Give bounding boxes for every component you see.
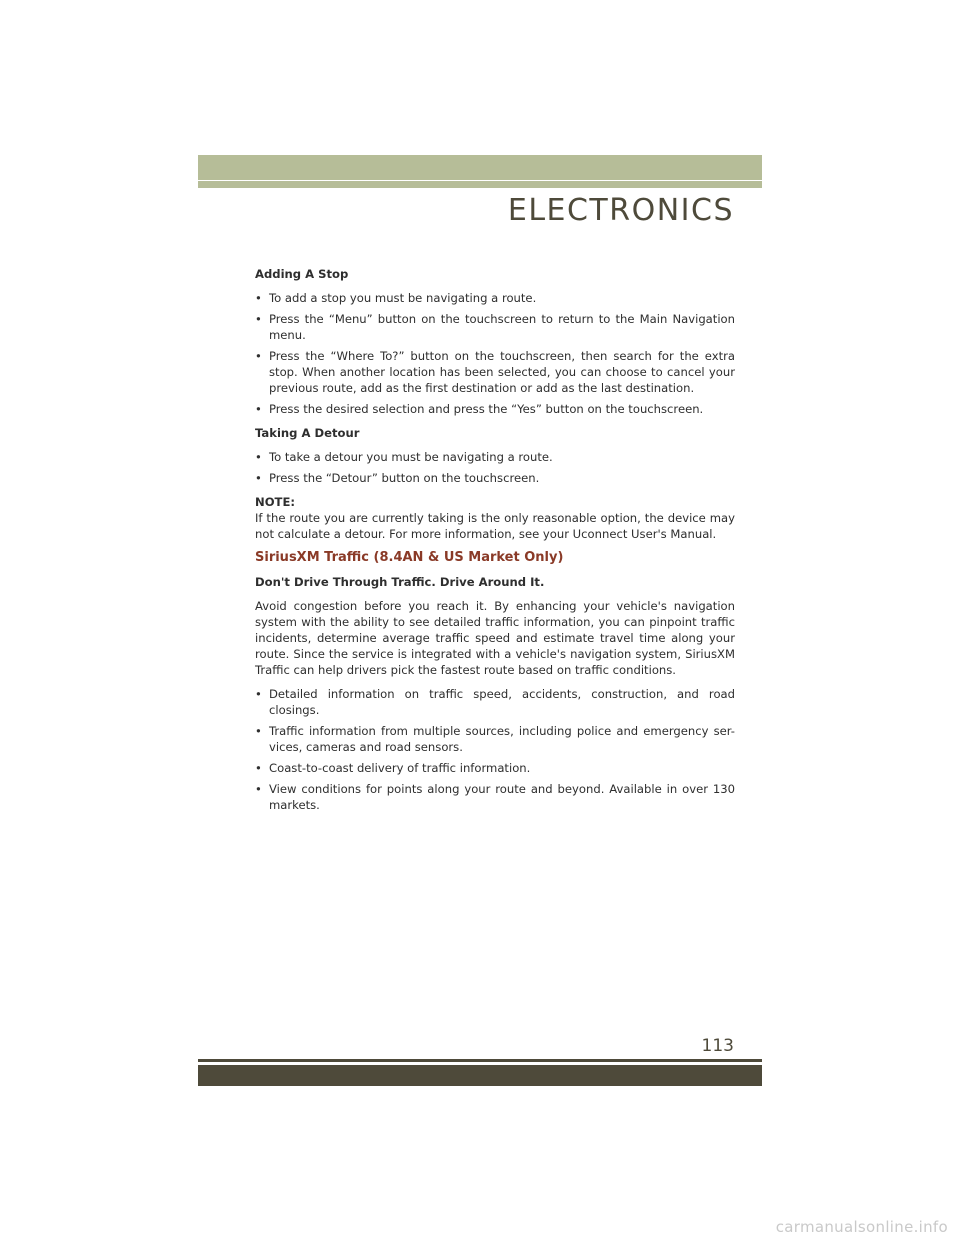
heading-detour: Taking A Detour [255,426,360,440]
note-text: If the route you are currently taking is the only reasonable option, the device may not calculate a detour. For more information, see your Uconnect User's Manual. [255,511,735,541]
heading-siriusxm: SiriusXM Traffic (8.4AN & US Market Only) [255,550,564,565]
list-item: • Press the “Where To?” button on the touchscreen, then search for the extra stop. When another location has been selected, you can choose to cancel your previous route, add as the first destination or add as the last destination. [255,349,735,395]
section-title: ELECTRONICS [507,193,734,228]
bullet-glyph: • [255,312,262,326]
bullet-glyph: • [255,402,262,416]
subheading-siriusxm: Don't Drive Through Traffic. Drive Around It. [255,575,545,589]
list-item: • Press the “Menu” button on the touchscreen to return to the Main Navigation menu. [255,312,735,342]
list-item: • Coast-to-coast delivery of traffic information. [255,761,531,775]
detour-list [255,449,735,486]
header-bar [198,155,762,180]
list-item: • View conditions for points along your route and beyond. Available in over 130 markets. [255,782,735,812]
bullet-glyph: • [255,687,262,701]
footer-bar [198,1065,762,1086]
list-item: • Press the “Detour” button on the touchscreen. [255,471,540,485]
header-bar-stripe [198,181,762,188]
bullet-glyph: • [255,761,262,775]
page-content [255,266,735,821]
bullet-glyph: • [255,450,262,464]
bullet-glyph: • [255,724,262,738]
page-number: 113 [701,1036,734,1056]
list-item: • Press the desired selection and press the “Yes” button on the touchscreen. [255,402,704,416]
heading-adding-stop: Adding A Stop [255,267,349,281]
footer-rule [198,1059,762,1062]
bullet-glyph: • [255,291,262,305]
siriusxm-paragraph: Avoid congestion before you reach it. By enhancing your vehicle's navigation system with the ability to see detailed traffic information, you can pinpoint traffic incidents, determine average traffic speed and estimate travel time along your route. Since the service is integrated with a vehicle's navigation system, SiriusXM Traffic can help drivers pick the fastest route based on traffic conditions. [255,599,735,677]
bullet-glyph: • [255,471,262,485]
watermark: carmanualsonline.info [775,1218,948,1236]
list-item: • To add a stop you must be navigating a route. [255,291,537,305]
siriusxm-list [255,686,735,813]
bullet-glyph: • [255,782,262,796]
note-label: NOTE: [255,495,296,509]
list-item: • Traffic information from multiple sources, including police and emergency ser-vices, cameras and road sensors. [255,724,735,754]
adding-stop-list [255,290,735,417]
list-item: • To take a detour you must be navigating a route. [255,450,553,464]
bullet-glyph: • [255,349,262,363]
list-item: • Detailed information on traffic speed, accidents, construction, and road closings. [255,687,735,717]
